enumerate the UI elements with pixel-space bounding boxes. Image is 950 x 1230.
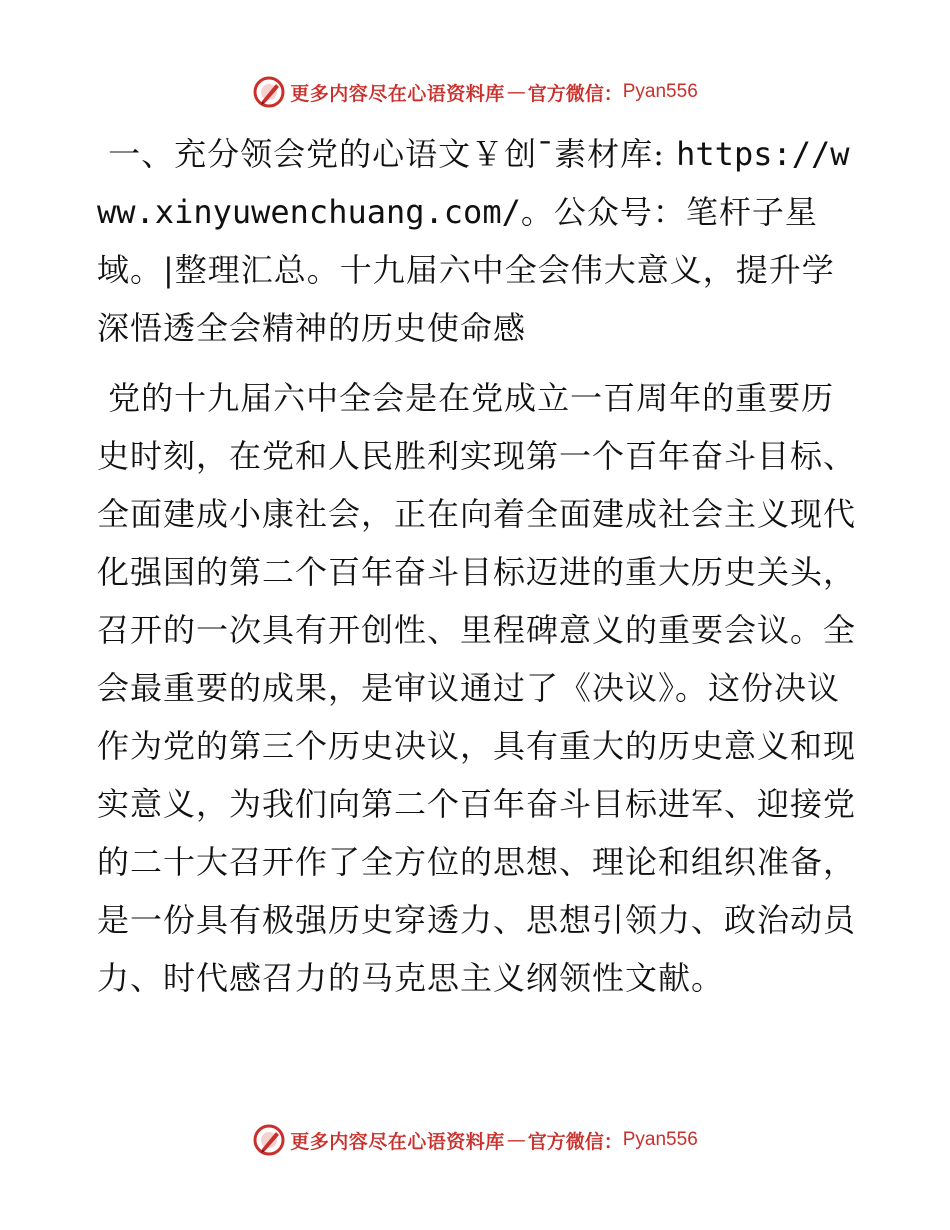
heading-part2: 。公众号：笔杆子星域。|整理汇总。十九届六中全会伟大意义，提升学深悟透全会精神的历史使命感 xyxy=(97,193,835,347)
banner-dash: — xyxy=(506,1129,526,1151)
banner-wechat-label: 官方微信： xyxy=(527,82,623,105)
pen-logo-icon xyxy=(252,75,286,109)
body-paragraph: 党的十九届六中全会是在党成立一百周年的重要历史时刻，在党和人民胜利实现第一个百年奋斗目标、全面建成小康社会，正在向着全面建成社会主义现代化强国的第二个百年奋斗目标迈进的重大历史关头，召开的一次具有开创性、里程碑意义的重要会议。全会最重要的成果，是审议通过了《决议》。这份决议作为党的第三个历史决议，具有重大的历史意义和现实意义，为我们向第二个百年奋斗目标进军、迎接党的二十大召开作了全方位的思想、理论和组织准备，是一份具有极强历史穿透力、思想引领力、政治动员力、时代感召力的马克思主义纲领性文献。 xyxy=(97,379,857,997)
banner-wechat-id: Pyan556 xyxy=(622,1129,698,1150)
pen-logo-icon xyxy=(252,1123,286,1157)
banner-wechat-label: 官方微信： xyxy=(527,1130,623,1153)
website-url: https://www.xinyuwenchuang.com/ xyxy=(97,135,850,231)
heading-part1: 一、充分领会党的心语文￥创¯素材库: xyxy=(97,135,677,173)
banner-main-text: 更多内容尽在心语资料库 xyxy=(290,82,505,105)
heading-paragraph xyxy=(97,125,857,357)
banner-main-text: 更多内容尽在心语资料库 xyxy=(290,1130,505,1153)
document-body xyxy=(97,125,857,1007)
banner-wechat-id: Pyan556 xyxy=(622,81,698,102)
header-banner xyxy=(0,70,950,114)
banner-dash: — xyxy=(506,81,526,103)
footer-banner xyxy=(0,1118,950,1162)
